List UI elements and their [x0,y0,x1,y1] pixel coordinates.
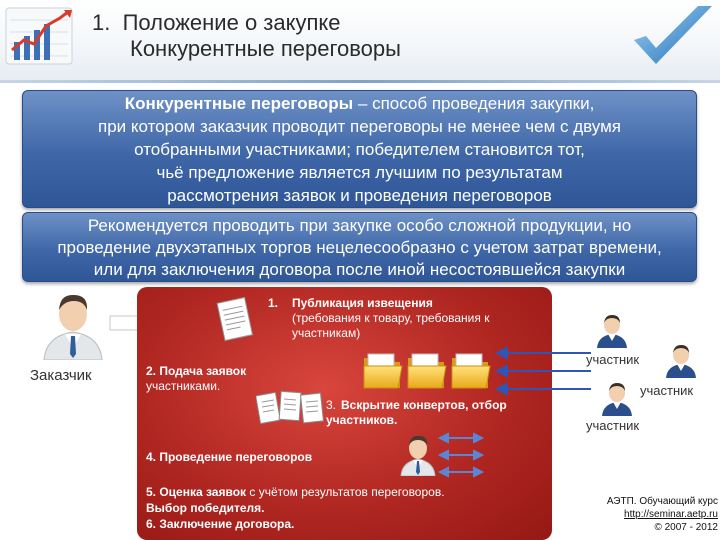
documents-stack-icon [256,388,328,433]
chart-icon [4,6,76,73]
participant-label-3: участник [586,418,640,433]
recommendation-text-3: или для заключения договора после иной несостоявшейся закупки [93,260,626,279]
step4-title: 4. Проведение переговоров [146,450,313,464]
step1-detail-2: участникам) [292,326,361,340]
double-arrow-icon [438,432,484,483]
definition-text-2: при котором заказчик проводит переговоры не менее чем с двумя [98,117,621,136]
recommendation-box [22,212,697,282]
checkmark-logo-icon [628,2,718,87]
step5-title: 5. Оценка заявок [146,485,247,499]
definition-text-5: рассмотрения заявок и проведения переговоров [167,186,552,205]
step1-title: Публикация извещения [292,296,433,310]
folders-group [362,350,492,397]
participant-icon-3 [600,380,634,416]
step1-detail-1: (требования к товару, требования к [292,311,490,325]
document-icon [213,296,257,349]
definition-text-1: – способ проведения закупки, [353,94,595,113]
participant-icon-1 [595,312,629,348]
definition-text-4: чьё предложение является лучшим по результатам [156,163,563,182]
definition-text-3: отобранными участниками; победителем становится тот, [134,140,585,159]
page-title: 1. Положение о закупке Конкурентные переговоры [92,10,401,61]
step5-line1 [146,485,445,500]
step1-number: 1. [268,296,279,310]
step3-line1: Вскрытие конвертов, отбор [341,398,507,412]
step5-line2: Выбор победителя. [146,501,265,515]
step3-line2: участников. [326,413,398,427]
submission-arrows [495,345,595,410]
footer-link[interactable]: http://seminar.aetp.ru [624,509,718,520]
participant-label-1: участник [586,352,640,367]
participant-icon-2 [664,342,698,378]
customer-businessman-icon [38,288,108,360]
participant-label-2: участник [640,383,694,398]
step2-detail: участниками. [146,379,221,393]
folder-icon [364,354,402,388]
customer-label: Заказчик [30,367,92,384]
step5-detail: с учётом результатов переговоров. [246,485,445,499]
step3-number: 3. [326,398,337,412]
definition-term: Конкурентные переговоры [124,94,354,113]
recommendation-text-2: проведение двухэтапных торгов нецелесообразно с учетом затрат времени, [57,238,662,257]
step2-title: 2. Подача заявок [146,364,247,378]
footer-copyright: © 2007 - 2012 [654,522,718,533]
negotiator-businessman-icon [398,432,438,476]
definition-box [22,90,697,208]
header-divider [0,80,720,83]
step6-title: 6. Заключение договора. [146,517,295,531]
footer-course: АЭТП. Обучающий курс [606,496,718,507]
footer [560,495,718,534]
recommendation-text-1: Рекомендуется проводить при закупке особо сложной продукции, но [87,216,632,235]
